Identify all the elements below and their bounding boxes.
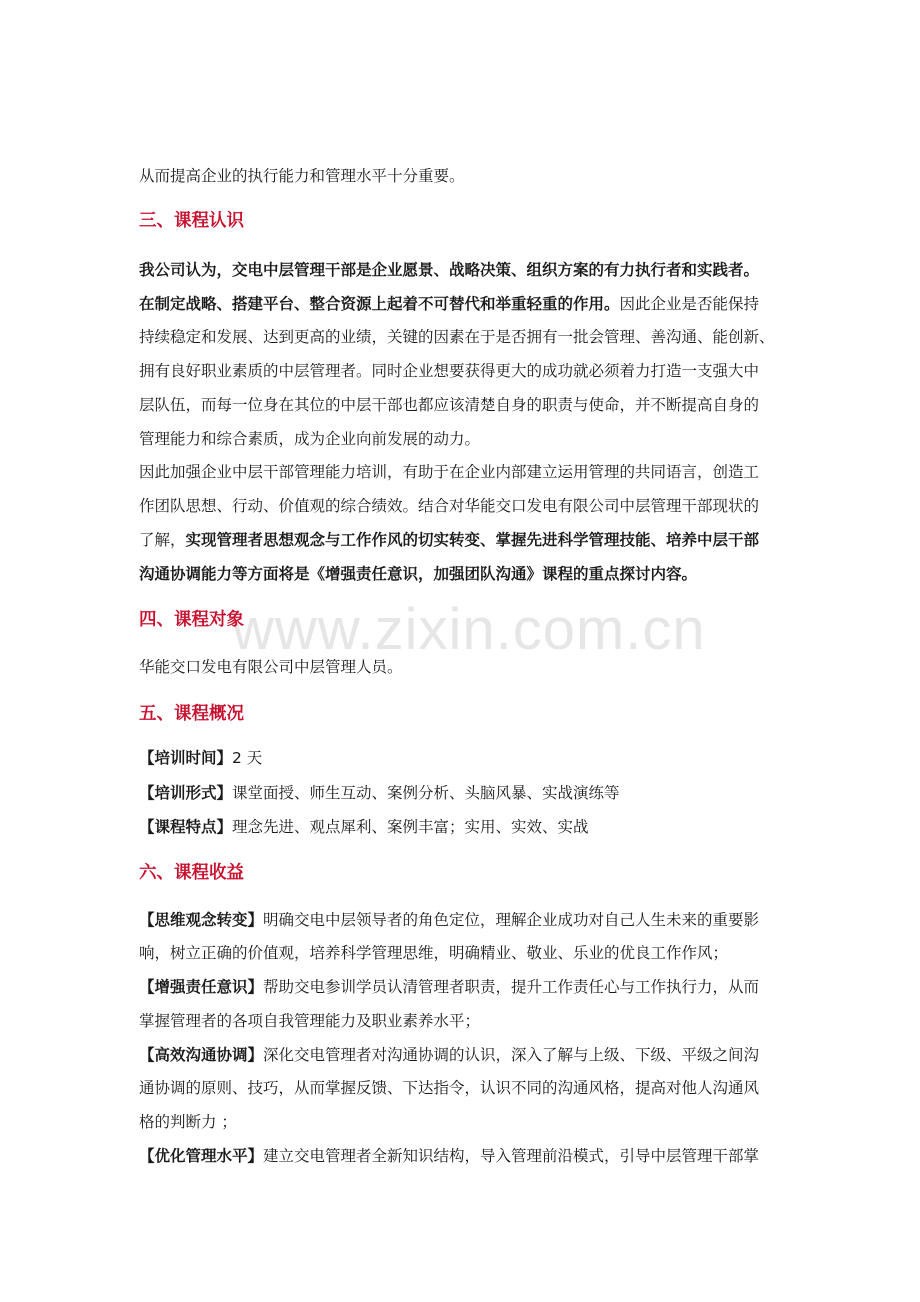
- s6-b2-label: 【增强责任意识】: [139, 978, 264, 996]
- s6-b4-text1: 建立交电管理者全新知识结构，导入管理前沿模式，引导中层管理干部掌: [263, 1147, 760, 1165]
- section4-heading: 四、课程对象: [139, 610, 244, 630]
- section6-heading: 六、课程收益: [139, 863, 244, 883]
- s3-p1-line5: 层队伍，而每一位身在其位的中层干部也都应该清楚自身的职责与使命，并不断提高自身的: [139, 396, 760, 414]
- s5-item-features: [139, 817, 799, 837]
- s6-b1-line1: [139, 910, 799, 930]
- s3-p2-line3-normal: 了解，: [139, 531, 186, 549]
- s5-item-form: [139, 783, 799, 803]
- s6-b3-line3: 格的判断力 ；: [139, 1113, 237, 1131]
- s5-item-features-label: 【课程特点】: [139, 818, 233, 836]
- section5-heading: 五、课程概况: [139, 704, 244, 724]
- s3-p1-line4: 拥有良好职业素质的中层管理者。同时企业想要获得更大的成功就必须着力打造一支强大中: [139, 362, 760, 380]
- s3-p2-line2: 作团队思想、行动、价值观的综合绩效。结合对华能交口发电有限公司中层管理干部现状的: [139, 497, 760, 515]
- s6-b1-label: 【思维观念转变】: [139, 911, 264, 929]
- s3-p2-line3: [139, 530, 799, 550]
- s5-item-form-label: 【培训形式】: [139, 784, 233, 802]
- s3-p2-line4: 沟通协调能力等方面将是《增强责任意识，加强团队沟通》课程的重点探讨内容。: [139, 565, 698, 583]
- s6-b1-line2: 响，树立正确的价值观，培养科学管理思维，明确精业、敬业、乐业的优良工作作风；: [139, 944, 729, 962]
- s6-b3-line2: 通协调的原则、技巧，从而掌握反馈、下达指令，认识不同的沟通风格，提高对他人沟通风: [139, 1079, 760, 1097]
- s6-b2-line1: [139, 977, 799, 997]
- section3-heading: 三、课程认识: [139, 211, 244, 231]
- s5-item-features-value: 理念先进、观点犀利、案例丰富；实用、实效、实战: [232, 818, 589, 836]
- s3-p1-line2-bold: 在制定战略、搭建平台、整合资源上起着不可替代和举重轻重的作用。: [139, 295, 620, 313]
- s5-item-form-value: 课堂面授、师生互动、案例分析、头脑风暴、实战演练等: [232, 784, 620, 802]
- s3-p1-line1: 我公司认为，交电中层管理干部是企业愿景、战略决策、组织方案的有力执行者和实践者。: [139, 261, 760, 279]
- s3-p1-line6: 管理能力和综合素质，成为企业向前发展的动力。: [139, 430, 481, 448]
- s5-item-time-value: 2 天: [232, 749, 263, 767]
- s6-b2-line2: 掌握管理者的各项自我管理能力及职业素养水平；: [139, 1012, 481, 1030]
- s6-b4-line1: [139, 1146, 799, 1166]
- intro-closing-line: 从而提高企业的执行能力和管理水平十分重要。: [139, 167, 465, 185]
- s6-b3-text1: 深化交电管理者对沟通协调的认识，深入了解与上级、下级、平级之间沟: [263, 1046, 760, 1064]
- s3-p1-line3: 持续稳定和发展、达到更高的业绩，关键的因素在于是否拥有一批会管理、善沟通、能创新、: [139, 328, 775, 346]
- s3-p1-line2-rest: 因此企业是否能保持: [619, 295, 760, 313]
- s3-p1-line2: [139, 294, 799, 314]
- s6-b3-label: 【高效沟通协调】: [139, 1046, 264, 1064]
- s6-b4-label: 【优化管理水平】: [139, 1147, 264, 1165]
- s3-p2-line1: 因此加强企业中层干部管理能力培训，有助于在企业内部建立运用管理的共同语言，创造工: [139, 463, 760, 481]
- s5-item-time: [139, 748, 799, 768]
- watermark: www.zixin.com.cn: [232, 597, 706, 662]
- s6-b3-line1: [139, 1045, 799, 1065]
- s5-item-time-label: 【培训时间】: [139, 749, 233, 767]
- s3-p2-line3-bold: 实现管理者思想观念与工作作风的切实转变、掌握先进科学管理技能、培养中层干部: [185, 531, 760, 549]
- s6-b2-text1: 帮助交电参训学员认清管理者职责，提升工作责任心与工作执行力，从而: [263, 978, 760, 996]
- s6-b1-text1: 明确交电中层领导者的角色定位，理解企业成功对自己人生未来的重要影: [263, 911, 760, 929]
- s4-text: 华能交口发电有限公司中层管理人员。: [139, 658, 403, 676]
